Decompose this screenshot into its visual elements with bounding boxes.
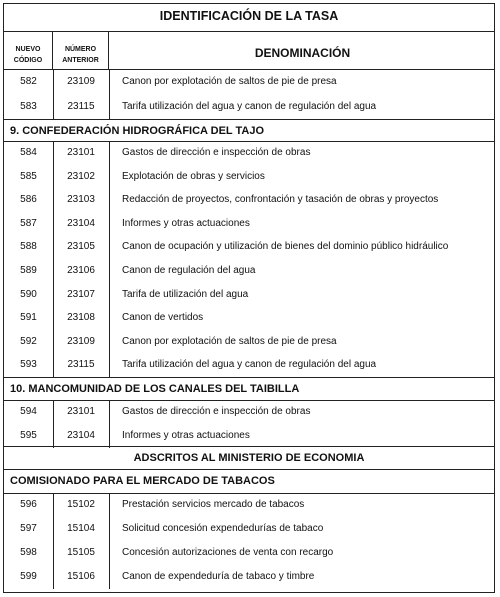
code-cell: 586 [20, 194, 37, 206]
table-row [4, 424, 494, 448]
previous-number-cell: 23102 [67, 170, 95, 182]
previous-number-cell: 23101 [67, 406, 95, 417]
code-cell: 598 [20, 547, 37, 558]
code-cell: 594 [20, 406, 37, 417]
code-cell: 597 [20, 523, 37, 534]
header-anterior: ANTERIOR [62, 57, 99, 64]
table-row [4, 188, 494, 212]
previous-number-cell: 23101 [67, 147, 95, 158]
header-numero: NÚMERO [64, 46, 97, 53]
previous-number-cell: 23105 [67, 241, 95, 253]
table-row [4, 306, 494, 330]
denomination-cell: Solicitud concesión expendedurías de tabaco [122, 523, 324, 534]
denomination-cell: Tarifa de utilización del agua [122, 288, 249, 300]
previous-number-cell: 15105 [67, 547, 95, 558]
section-heading: 9. CONFEDERACIÓN HIDROGRÁFICA DEL TAJO [10, 125, 265, 137]
denomination-cell: Informes y otras actuaciones [122, 217, 250, 229]
table-row [4, 283, 494, 307]
previous-number-cell: 15104 [67, 523, 95, 534]
code-cell: 596 [20, 499, 37, 510]
denomination-cell: Canon de regulación del agua [122, 265, 256, 276]
denomination-cell: Prestación servicios mercado de tabacos [122, 499, 305, 510]
header-denominacion: DENOMINACIÓN [254, 46, 351, 60]
previous-number-cell: 23104 [67, 217, 95, 229]
previous-number-cell: 23108 [67, 312, 95, 324]
code-cell: 592 [20, 335, 37, 347]
denomination-cell: Canon de expendeduría de tabaco y timbre [122, 571, 315, 582]
previous-number-cell: 15106 [67, 571, 95, 582]
previous-number-cell: 23107 [67, 288, 95, 300]
code-cell: 584 [20, 147, 37, 158]
table-title: IDENTIFICACIÓN DE LA TASA [4, 4, 494, 32]
divider [4, 469, 494, 470]
code-cell: 591 [20, 312, 37, 324]
table-row [4, 400, 494, 424]
previous-number-cell: 23106 [67, 265, 95, 276]
section-heading: 10. MANCOMUNIDAD DE LOS CANALES DEL TAIBILLA [10, 383, 300, 395]
denomination-cell: Canon por explotación de saltos de pie de presa [122, 335, 337, 347]
code-cell: 588 [20, 241, 37, 253]
divider [4, 119, 494, 120]
denomination-cell: Tarifa utilización del agua y canon de regulación del agua [122, 100, 377, 112]
code-cell: 595 [20, 430, 37, 441]
code-cell: 585 [20, 170, 37, 182]
denomination-cell: Informes y otras actuaciones [122, 430, 250, 441]
table-row [4, 541, 494, 565]
denomination-cell: Canon por explotación de saltos de pie de presa [122, 76, 337, 87]
header-nuevo: NUEVO [15, 46, 41, 53]
code-cell: 593 [20, 359, 37, 371]
code-cell: 582 [20, 76, 37, 87]
code-cell: 587 [20, 217, 37, 229]
denomination-cell: Canon de vertidos [122, 312, 204, 324]
denomination-cell: Tarifa utilización del agua y canon de regulación del agua [122, 359, 377, 371]
previous-number-cell: 23109 [67, 335, 95, 347]
divider [4, 446, 494, 447]
table-row [4, 517, 494, 541]
denomination-cell: Gastos de dirección e inspección de obras [122, 406, 311, 417]
section-heading: ADSCRITOS AL MINISTERIO DE ECONOMIA [133, 452, 365, 464]
table-row [4, 353, 494, 377]
tax-table [3, 3, 495, 593]
section-heading: COMISIONADO PARA EL MERCADO DE TABACOS [10, 475, 275, 487]
denomination-cell: Explotación de obras y servicios [122, 170, 265, 182]
denomination-cell: Concesión autorizaciones de venta con recargo [122, 547, 334, 558]
denomination-cell: Gastos de dirección e inspección de obras [122, 147, 311, 158]
table-row [4, 493, 494, 517]
table-row [4, 70, 494, 94]
code-cell: 589 [20, 265, 37, 276]
header-nuevo-codigo [4, 32, 53, 69]
table-row [4, 259, 494, 283]
code-cell: 583 [20, 100, 37, 112]
previous-number-cell: 23104 [67, 430, 95, 441]
table-row [4, 95, 494, 119]
code-cell: 590 [20, 288, 37, 300]
denomination-cell: Redacción de proyectos, confrontación y tasación de obras y proyectos [122, 194, 439, 206]
table-row [4, 565, 494, 589]
table-row [4, 141, 494, 165]
header-numero-anterior [53, 32, 109, 69]
denomination-cell: Canon de ocupación y utilización de bienes del dominio público hidráulico [122, 241, 449, 253]
table-row [4, 235, 494, 259]
previous-number-cell: 15102 [67, 499, 95, 510]
previous-number-cell: 23115 [67, 359, 95, 371]
previous-number-cell: 23109 [67, 76, 95, 87]
table-row [4, 212, 494, 236]
table-row [4, 330, 494, 354]
header-codigo: CÓDIGO [13, 57, 43, 64]
previous-number-cell: 23103 [67, 194, 95, 206]
header-row [4, 32, 494, 70]
code-cell: 599 [20, 571, 37, 582]
table-row [4, 165, 494, 189]
previous-number-cell: 23115 [67, 100, 95, 112]
divider [4, 377, 494, 378]
